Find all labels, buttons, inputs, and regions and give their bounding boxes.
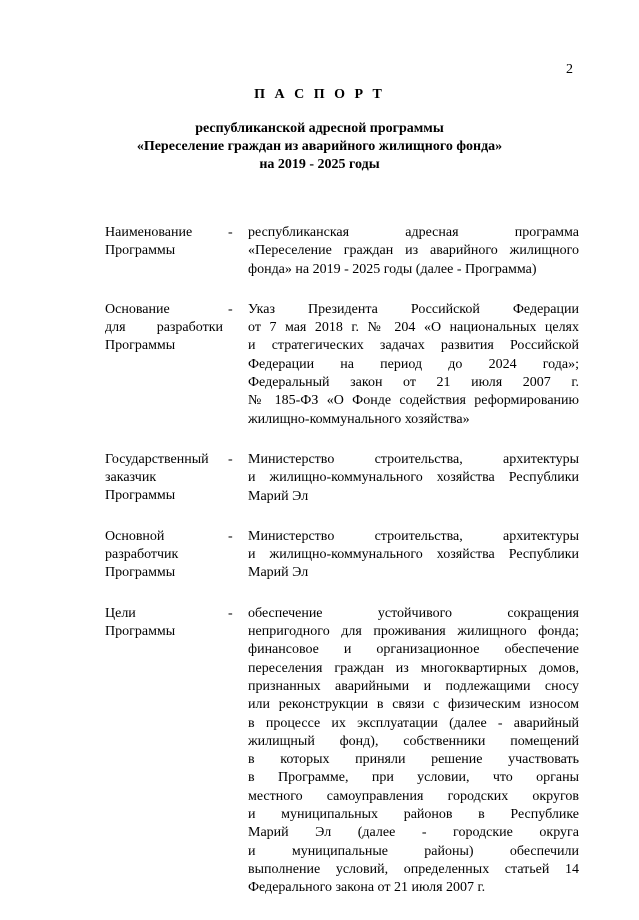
row-label [105, 528, 223, 582]
row-label-line: для разработки [105, 319, 223, 335]
row-label-line: Основной [105, 528, 165, 544]
row-value-line: Марий Эл [248, 565, 309, 581]
row-value-line: Указ Президента Российской Федерации [248, 301, 579, 317]
row-value-line: от 7 мая 2018 г. № 204 «О национальных целях [248, 320, 579, 336]
row-value-line: Марий Эл (далее - городские округа [248, 825, 579, 841]
row-value-line: и жилищно-коммунального хозяйства Республики [248, 470, 579, 486]
row-value-line: Министерство строительства, архитектуры [248, 451, 579, 467]
document-title: П А С П О Р Т [254, 87, 385, 102]
row-value [248, 528, 579, 583]
row-label-line: Программы [105, 337, 176, 353]
row-value-line: в процессе их эксплуатации (далее - аварийный [248, 715, 579, 731]
passport-row [0, 605, 639, 898]
row-value-line: в Программе, при условии, что органы [248, 770, 579, 786]
row-value-line: Федерации на период до 2024 года»; [248, 356, 579, 372]
passport-row [0, 451, 639, 506]
passport-row [0, 301, 639, 429]
row-value-line: признанных аварийными и подлежащими сносу [248, 678, 579, 694]
row-label-line: Цели [105, 605, 136, 621]
subtitle-line: республиканской адресной программы [195, 121, 444, 136]
row-value-line: «Переселение граждан из аварийного жилищного [248, 243, 579, 259]
row-dash: - [228, 528, 233, 544]
row-label-line: Программы [105, 623, 176, 639]
row-value-line: обеспечение устойчивого сокращения [248, 605, 579, 621]
row-value-line: переселения граждан из многоквартирных домов, [248, 660, 579, 676]
row-dash: - [228, 451, 233, 467]
row-label-line: Наименование [105, 225, 193, 240]
row-value [248, 451, 579, 506]
passport-row [0, 528, 639, 583]
row-label-line: заказчик [105, 469, 157, 485]
row-label-line: Основание [105, 301, 170, 317]
row-label [105, 224, 223, 260]
row-value-line: № 185-ФЗ «О Фонде содействия реформированию [248, 393, 579, 409]
row-value-line: Министерство строительства, архитектуры [248, 528, 579, 544]
row-value [248, 301, 579, 429]
row-value-line: финансовое и организационное обеспечение [248, 642, 579, 658]
row-label-line: Программы [105, 564, 176, 580]
row-label [105, 605, 223, 641]
row-value-line: жилищный фонд), собственники помещений [248, 733, 579, 749]
row-label-line: разработчик [105, 546, 179, 562]
passport-row [0, 224, 639, 279]
subtitle-line: «Переселение граждан из аварийного жилищного фонда» [136, 139, 503, 154]
row-value-line: в которых приняли решение участвовать [248, 752, 579, 768]
row-value-line: и жилищно-коммунального хозяйства Республики [248, 547, 579, 563]
row-value-line: республиканская адресная программа [248, 225, 579, 240]
passport-table [0, 224, 639, 920]
row-value [248, 605, 579, 898]
row-value-line: Федерального закона от 21 июля 2007 г. [248, 880, 486, 896]
row-value-line: выполнение условий, определенных статьей 14 [248, 861, 579, 877]
row-label-line: Программы [105, 487, 176, 503]
row-dash: - [228, 301, 233, 317]
row-value [248, 224, 579, 279]
row-value-line: фонда» на 2019 - 2025 годы (далее - Программа) [248, 261, 537, 277]
row-label [105, 451, 223, 505]
row-value-line: Марий Эл [248, 488, 309, 504]
row-value-line: непригодного для проживания жилищного фонда; [248, 624, 579, 640]
row-dash: - [228, 605, 233, 621]
subtitle-line: на 2019 - 2025 годы [259, 157, 380, 172]
row-label [105, 301, 223, 355]
row-label-line: Государственный [105, 451, 209, 467]
row-label-line: Программы [105, 243, 176, 258]
row-value-line: и муниципальных районов в Республике [248, 807, 579, 823]
row-value-line: или реконструкции в связи с физическим износом [248, 697, 579, 713]
row-value-line: Федеральный закон от 21 июля 2007 г. [248, 375, 579, 391]
page-number: 2 [566, 62, 573, 77]
row-value-line: и муниципальные районы) обеспечили [248, 843, 579, 859]
row-value-line: местного самоуправления городских округов [248, 788, 579, 804]
row-value-line: жилищно-коммунального хозяйства» [248, 411, 470, 427]
row-dash: - [228, 225, 233, 240]
document-subtitle [0, 120, 639, 174]
row-value-line: и стратегических задачах развития Российской [248, 338, 579, 354]
